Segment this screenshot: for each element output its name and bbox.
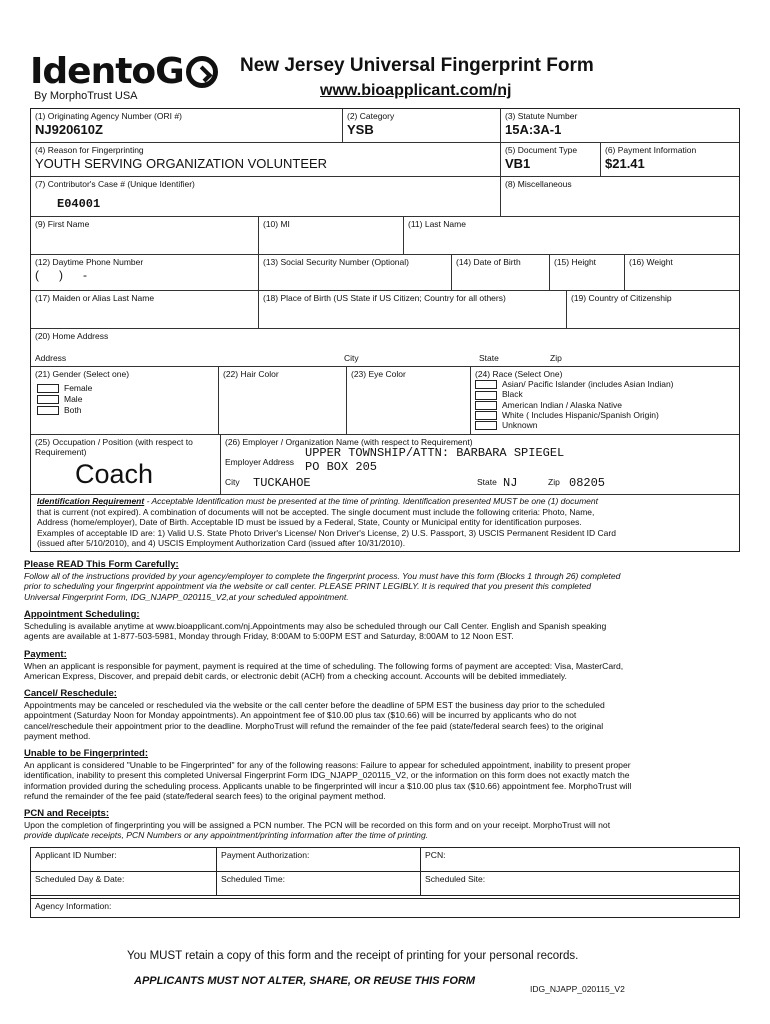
miscellaneous-field[interactable]: (8) Miscellaneous: [501, 177, 739, 217]
payment-field[interactable]: (6) Payment Information $21.41: [601, 143, 739, 177]
payment-section: Payment: When an applicant is responsible for payment, payment is required at the time of scheduling. The following forms of payment are accepted: Visa, MasterCard, American Express, Discover, and prepaid debit cards, or electronic debit (ACH) from a checking account. Accounts will be debited immediately.: [24, 649, 624, 682]
fingerprint-form: [30, 108, 740, 552]
race-option[interactable]: Unknown: [475, 420, 674, 430]
home-address-field[interactable]: (20) Home Address Address City State Zip: [31, 329, 739, 367]
scheduled-time-cell[interactable]: Scheduled Time:: [217, 872, 421, 896]
gender-option[interactable]: Both: [37, 405, 92, 416]
eye-color-field[interactable]: (23) Eye Color: [347, 367, 471, 435]
identification-requirement: Identification Requirement - Acceptable Identification must be presented at the time of printing. Identification presented MUST be one (1) document that is current (not expired). A combination of documents will not be accepted. The single document must include the following criteria: Photo, Name, Address (home/employer), Date of Birth. Acceptable ID must be issued by a Federal, State, County or Municipal entity for identification purposes. Examples of acceptable ID are: 1) Valid U.S. State Photo Driver's License/ Non Driver's License, 2) U.S. Passport, 3) USCIS Permanent Resident ID Card (issued after 5/10/2010), and 4) USCIS Employment Authorization Card (issued after 10/31/2010).: [37, 496, 616, 549]
pcn-section: PCN and Receipts: Upon the completion of fingerprinting you will be assigned a PCN number. The PCN will be recorded on this form and on your receipt. MorphoTrust will not provide duplicate receipts, PCN Numbers or any appointment/printing information after the time of printing.: [24, 808, 611, 841]
race-field[interactable]: (24) Race (Select One) Asian/ Pacific Islander (includes Asian Indian) Black American Indian / Alaska Native White ( Includes Hispanic/Spanish Origin) Unknown: [471, 367, 739, 435]
birthplace-field[interactable]: (18) Place of Birth (US State if US Citizen; Country for all others): [259, 291, 567, 329]
unable-section: Unable to be Fingerprinted: An applicant is considered "Unable to be Fingerprinted" for any of the following reasons: Failure to appear for scheduled appointment, inability to present proper identification, inability to present this completed Universal Fingerprint Form IDG_NJAPP_020115_V2, or the information on this form does not exactly match the information provided during the scheduling process. Applicants unable to be fingerprinted will incur a $10.00 plus tax ($10.66) appointment fee. MorphoTrust will refund the remainder of the fee paid (state/federal search fees) to the original payment method.: [24, 748, 632, 802]
ori-field[interactable]: (1) Originating Agency Number (ORI #) NJ920610Z: [31, 109, 343, 143]
occupation-value: Coach: [75, 459, 154, 489]
document-type-field[interactable]: (5) Document Type VB1: [501, 143, 601, 177]
scheduling-section: Appointment Scheduling: Scheduling is available anytime at www.bioapplicant.com/nj.Appointments may also be scheduled through our Call Center. English and Spanish speaking agents are available at 1-877-503-5981, Monday through Friday, 8:00AM to 5:00PM EST and Saturday, 8:00AM to 12 Noon EST.: [24, 609, 607, 642]
hair-color-field[interactable]: (22) Hair Color: [219, 367, 347, 435]
header-url-link[interactable]: www.bioapplicant.com/nj: [320, 82, 512, 99]
category-field[interactable]: (2) Category YSB: [343, 109, 501, 143]
gender-field[interactable]: (21) Gender (Select one) Female Male Both: [31, 367, 219, 435]
applicant-id-cell[interactable]: Applicant ID Number:: [31, 848, 217, 872]
employer-field[interactable]: (26) Employer / Organization Name (with respect to Requirement) Employer Address UPPER TOWNSHIP/ATTN: BARBARA SPIEGEL PO BOX 205 City TUCKAHOE State NJ Zip 08205: [221, 435, 739, 495]
first-name-field[interactable]: (9) First Name: [31, 217, 259, 255]
weight-field[interactable]: (16) Weight: [625, 255, 739, 291]
read-carefully-section: Please READ This Form Carefully: Follow all of the instructions provided by your agency/employer to complete the fingerprint process. You must have this form (Blocks 1 through 26) completed prior to scheduling your fingerprint appointment via the website or call center. PLEASE PRINT LEGIBLY. It is required that you present this completed Universal Fingerprint Form, IDG_NJAPP_020115_V2,at your scheduled appointment.: [24, 559, 621, 602]
race-option[interactable]: Asian/ Pacific Islander (includes Asian Indian): [475, 379, 674, 389]
identogo-logo: IdentoG: [30, 52, 218, 92]
last-name-field[interactable]: (11) Last Name: [404, 217, 739, 255]
citizenship-field[interactable]: (19) Country of Citizenship: [567, 291, 739, 329]
retain-notice: You MUST retain a copy of this form and the receipt of printing for your personal records.: [127, 950, 579, 962]
gender-option[interactable]: Male: [37, 394, 92, 405]
scheduled-site-cell[interactable]: Scheduled Site:: [421, 872, 739, 896]
occupation-field[interactable]: (25) Occupation / Position (with respect to Requirement) Coach: [31, 435, 221, 495]
cancel-section: Cancel/ Reschedule: Appointments may be canceled or rescheduled via the website or the call center before the deadline of 5PM EST the business day prior to the scheduled appointment (Saturday Noon for Monday appointments). An appointment fee of $10.00 plus tax ($10.66) will be incurred by applicants who do not cancel/reschedule their appointment prior to the deadline. MorphoTrust will refund the remainder of the fee paid (state/federal search fees) to the original payment method.: [24, 688, 605, 742]
race-option[interactable]: American Indian / Alaska Native: [475, 400, 674, 410]
gender-option[interactable]: Female: [37, 383, 92, 394]
phone-field[interactable]: (12) Daytime Phone Number ( ) -: [31, 255, 259, 291]
race-option[interactable]: White ( Includes Hispanic/Spanish Origin): [475, 410, 674, 420]
no-alter-warning: APPLICANTS MUST NOT ALTER, SHARE, OR REUSE THIS FORM: [134, 975, 476, 987]
reason-field[interactable]: (4) Reason for Fingerprinting YOUTH SERVING ORGANIZATION VOLUNTEER: [31, 143, 501, 177]
agency-info-cell[interactable]: Agency Information:: [30, 898, 740, 918]
payment-auth-cell[interactable]: Payment Authorization:: [217, 848, 421, 872]
race-option[interactable]: Black: [475, 389, 674, 399]
logo-byline: By MorphoTrust USA: [34, 90, 138, 102]
logo-arrow-icon: [186, 56, 218, 88]
statute-field[interactable]: (3) Statute Number 15A:3A-1: [501, 109, 739, 143]
ssn-field[interactable]: (13) Social Security Number (Optional): [259, 255, 452, 291]
page-title: New Jersey Universal Fingerprint Form: [240, 55, 594, 76]
pcn-cell[interactable]: PCN:: [421, 848, 739, 872]
scheduled-day-cell[interactable]: Scheduled Day & Date:: [31, 872, 217, 896]
dob-field[interactable]: (14) Date of Birth: [452, 255, 550, 291]
maiden-name-field[interactable]: (17) Maiden or Alias Last Name: [31, 291, 259, 329]
office-use-table: [30, 847, 740, 899]
middle-initial-field[interactable]: (10) MI: [259, 217, 404, 255]
form-code: IDG_NJAPP_020115_V2: [530, 984, 625, 994]
case-number-field[interactable]: (7) Contributor's Case # (Unique Identifier) E04001: [31, 177, 501, 217]
height-field[interactable]: (15) Height: [550, 255, 625, 291]
